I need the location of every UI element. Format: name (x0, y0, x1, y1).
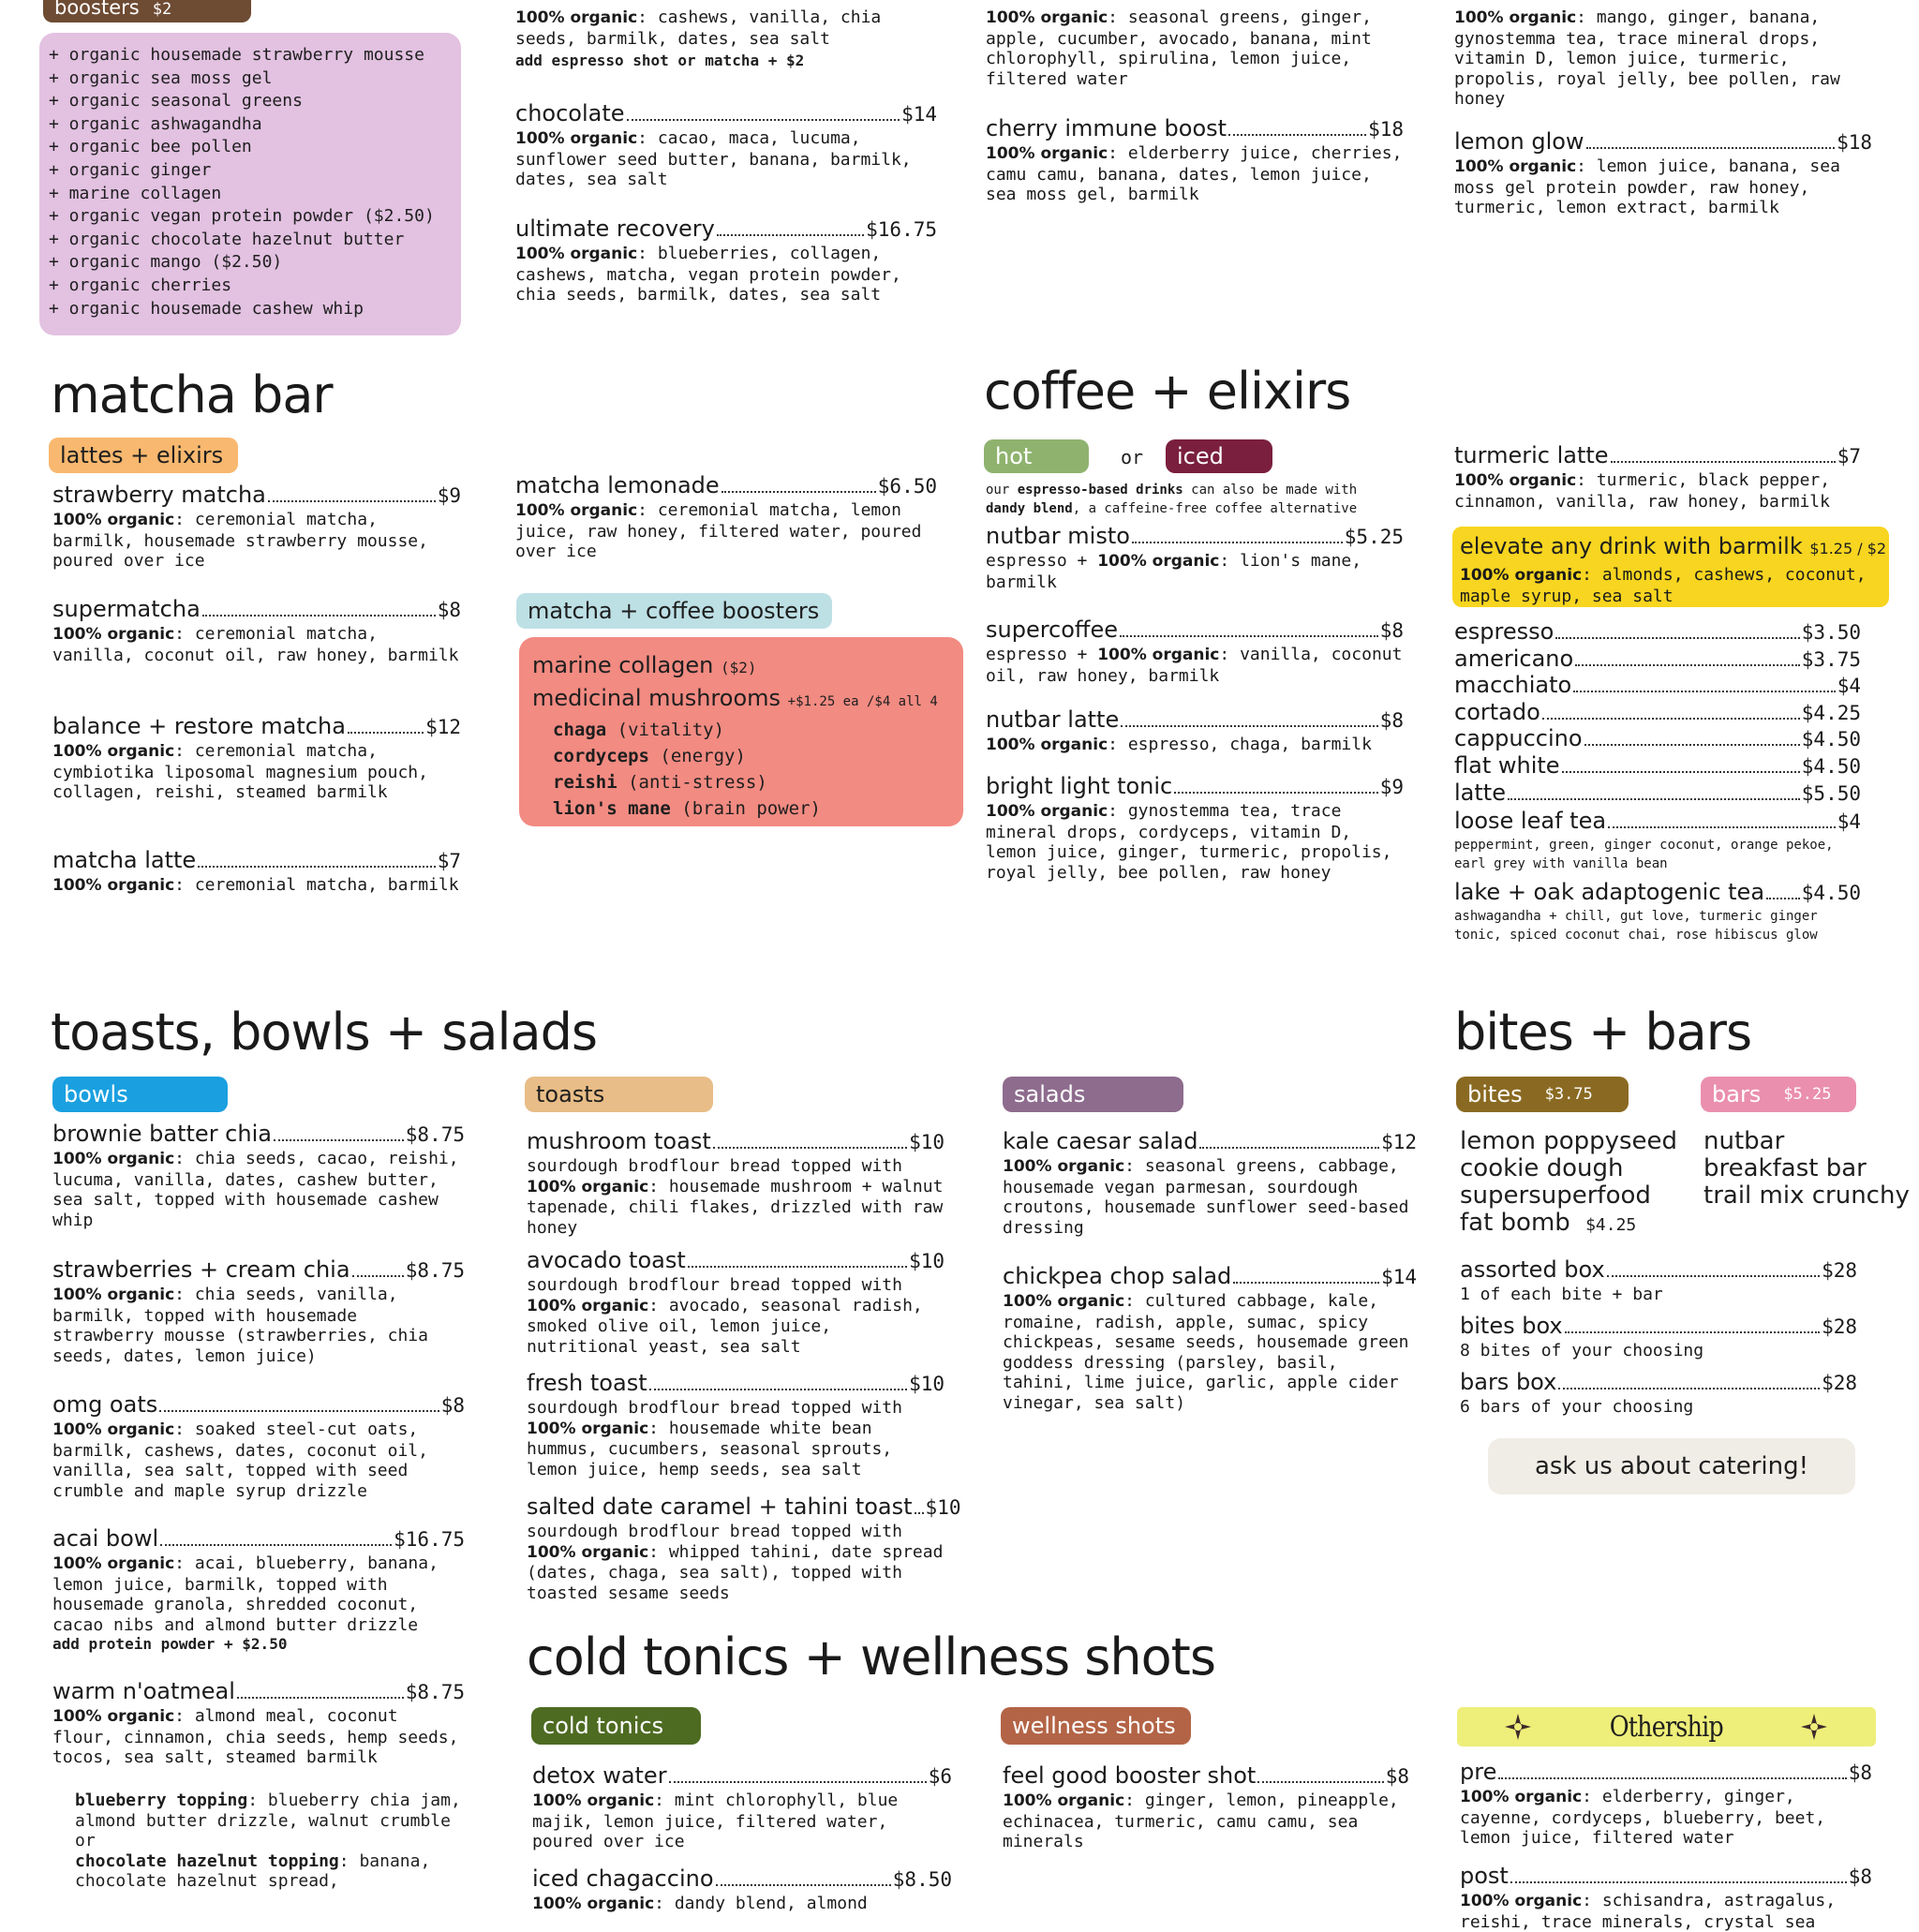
toast-2-price: $10 (909, 1373, 945, 1395)
box-2-name: bars box (1460, 1369, 1557, 1395)
green-item (986, 7, 1389, 89)
lemon-item (1454, 127, 1872, 218)
lattes-tag-label: lattes + elixirs (60, 442, 224, 468)
tonic-1-item (532, 1865, 952, 1915)
tonic-0-item (532, 1761, 952, 1852)
booster-item: + organic ginger (49, 159, 212, 180)
bowl-2-desc: 100% organic: soaked steel-cut oats, barmilk, cashews, dates, coconut oil, vanilla, sea salt, topped with seed crumble and maple syrup drizzle (52, 1419, 428, 1501)
matcha-0-item (52, 481, 461, 572)
wellness-shots-label: wellness shots (1012, 1713, 1176, 1739)
coffee-list-item (1454, 617, 1861, 646)
lemon-price: $18 (1837, 131, 1872, 154)
bite-list (1460, 1128, 1677, 1210)
salad-1-price: $14 (1381, 1266, 1417, 1288)
vanilla-desc: 100% organic: cashews, vanilla, chia seeds, barmilk, dates, sea salt (515, 7, 882, 49)
booster-item: + organic chocolate hazelnut butter (49, 229, 405, 249)
coffee-2-item (986, 706, 1404, 756)
boosters-coffee-label: matcha + coffee boosters (528, 598, 820, 624)
othership-1-price: $8 (1848, 1865, 1872, 1888)
coffee-list-name: latte (1454, 779, 1506, 806)
matcha-1-name: supermatcha (52, 596, 201, 622)
coffee-1-desc: espresso + 100% organic: vanilla, coconut oil, raw honey, barmilk (986, 645, 1403, 686)
iced-label: iced (1177, 443, 1224, 469)
matcha-3-price: $7 (437, 850, 461, 872)
salad-0-item (1003, 1127, 1417, 1238)
bowl-3-item (52, 1524, 465, 1653)
bowl-0-desc: 100% organic: chia seeds, cacao, reishi, lucuma, vanilla, dates, cashew butter, sea salt, topped with housemade cashew whip (52, 1149, 459, 1230)
othership-star-right-icon (1800, 1713, 1828, 1741)
toasts-label: toasts (536, 1081, 605, 1107)
coffee-list-price: $3.75 (1801, 647, 1861, 671)
loose-tea-desc: peppermint, green, ginger coconut, orange pekoe, earl grey with vanilla bean (1454, 838, 1834, 871)
matcha-lemonade-name: matcha lemonade (515, 472, 720, 498)
matcha-0-name: strawberry matcha (52, 482, 266, 508)
box-1-desc: 8 bites of your choosing (1460, 1341, 1704, 1360)
toast-3-price: $10 (925, 1496, 961, 1519)
boosters-tag (43, 0, 251, 22)
coffee-0-desc: espresso + 100% organic: lion's mane, barmilk (986, 551, 1362, 592)
bowl-3-name: acai bowl (52, 1525, 159, 1552)
coffee-2-name: nutbar latte (986, 706, 1120, 733)
wellness-shots-tag (1001, 1707, 1191, 1745)
vitamin-desc: 100% organic: mango, ginger, banana, gynostemma tea, trace mineral drops, vitamin D, lemon juice, turmeric, propolis, royal jelly, bee pollen, raw honey (1454, 7, 1840, 109)
chocolate-item (515, 99, 937, 190)
coffee-3-item (986, 772, 1404, 883)
othership-star-left-icon (1504, 1713, 1532, 1741)
box-1-price: $28 (1822, 1315, 1857, 1338)
lake-oak-price: $4.50 (1801, 882, 1861, 904)
bites-tag (1456, 1077, 1629, 1112)
shot-0-desc: 100% organic: ginger, lemon, pineapple, echinacea, turmeric, camu camu, sea minerals (1003, 1791, 1399, 1851)
coffee-list-price: $4.50 (1801, 728, 1861, 751)
coffee-list-name: flat white (1454, 752, 1560, 779)
bowl-0-name: brownie batter chia (52, 1121, 272, 1147)
bowl-4-name: warm n'oatmeal (52, 1678, 235, 1704)
bowl-2-name: omg oats (52, 1391, 158, 1418)
matcha-lemonade-price: $6.50 (877, 475, 937, 498)
booster-item: + organic mango ($2.50) (49, 252, 283, 273)
box-0-name: assorted box (1460, 1256, 1605, 1283)
medicinal-mushrooms-line: medicinal mushrooms +$1.25 ea /$4 all 4 (532, 685, 938, 711)
coffee-list-item (1454, 645, 1861, 674)
hot-tag (984, 439, 1089, 473)
coffee-list-name: cappuccino (1454, 725, 1583, 752)
salad-1-item (1003, 1262, 1417, 1413)
coffee-1-item (986, 616, 1404, 686)
coffee-list-item (1454, 698, 1861, 727)
toast-3-item (527, 1493, 961, 1603)
tonic-0-desc: 100% organic: mint chlorophyll, blue majik, lemon juice, filtered water, poured over ice (532, 1791, 899, 1851)
bowls-tag (52, 1077, 228, 1112)
salad-0-name: kale caesar salad (1003, 1128, 1198, 1154)
booster-item: + organic vegan protein powder ($2.50) (49, 206, 435, 227)
toast-1-price: $10 (909, 1250, 945, 1272)
bowl-1-item (52, 1256, 465, 1366)
turmeric-item (1454, 441, 1861, 512)
matcha-3-desc: 100% organic: ceremonial matcha, barmilk (52, 875, 459, 895)
bites-price: $3.75 (1544, 1085, 1593, 1104)
box-2-price: $28 (1822, 1372, 1857, 1394)
tonic-1-price: $8.50 (892, 1868, 952, 1891)
lemon-name: lemon glow (1454, 128, 1584, 155)
vitamin-item (1454, 7, 1876, 110)
boosters-list (49, 44, 452, 320)
lattes-tag (49, 438, 238, 473)
bowl-0-item (52, 1120, 465, 1230)
box-2-item (1460, 1368, 1857, 1418)
bowl-2-item (52, 1390, 465, 1501)
coffee-1-name: supercoffee (986, 617, 1118, 643)
matcha-1-item (52, 595, 461, 665)
box-0-item (1460, 1256, 1857, 1305)
matcha-1-desc: 100% organic: ceremonial matcha, vanilla, coconut oil, raw honey, barmilk (52, 624, 459, 665)
turmeric-name: turmeric latte (1454, 442, 1609, 468)
coffee-list-item (1454, 779, 1861, 808)
matcha-3-name: matcha latte (52, 847, 197, 873)
turmeric-price: $7 (1837, 445, 1861, 468)
bowl-4-price: $8.75 (405, 1681, 465, 1703)
salads-label: salads (1014, 1081, 1086, 1107)
othership-0-item (1460, 1758, 1872, 1849)
toast-3-desc: sourdough brodflour bread topped with 100% organic: whipped tahini, date spread (dates, chaga, sea salt), topped with toasted sesame seeds (527, 1522, 944, 1603)
coffee-list-price: $3.50 (1801, 621, 1861, 644)
matcha-2-price: $12 (425, 716, 461, 738)
chocolate-price: $14 (901, 103, 937, 126)
booster-item: + organic bee pollen (49, 137, 252, 157)
bowl-3-price: $16.75 (394, 1528, 465, 1551)
lake-oak-item (1454, 878, 1861, 944)
bowls-label: bowls (64, 1081, 128, 1107)
shot-0-name: feel good booster shot (1003, 1762, 1257, 1789)
salads-tag (1003, 1077, 1183, 1112)
lake-oak-name: lake + oak adaptogenic tea (1454, 879, 1765, 905)
coffee-list-name: americano (1454, 645, 1574, 672)
matcha-0-desc: 100% organic: ceremonial matcha, barmilk, housemade strawberry mousse, poured over ice (52, 510, 428, 571)
loose-tea-name: loose leaf tea (1454, 808, 1607, 834)
iced-tag (1166, 439, 1272, 473)
cold-title: cold tonics + wellness shots (527, 1627, 1215, 1687)
toast-0-desc: sourdough brodflour bread topped with 100% organic: housemade mushroom + walnut tapenade, chili flakes, drizzled with raw honey (527, 1156, 944, 1238)
bite-name: lemon poppyseed (1460, 1127, 1678, 1155)
bars-tag (1701, 1077, 1856, 1112)
box-0-price: $28 (1822, 1259, 1857, 1282)
matcha-2-name: balance + restore matcha (52, 713, 346, 739)
cherry-name: cherry immune boost (986, 115, 1227, 141)
matcha-lemonade-item (515, 471, 937, 562)
marine-collagen-line: marine collagen ($2) (532, 652, 757, 678)
espresso-note: our espresso-based drinks can also be made with dandy blend, a caffeine-free coffee alternative (986, 483, 1358, 516)
lemon-desc: 100% organic: lemon juice, banana, sea moss gel protein powder, raw honey, turmeric, lemon extract, barmilk (1454, 156, 1840, 217)
bar-name: breakfast bar (1703, 1154, 1867, 1182)
othership-1-name: post (1460, 1863, 1509, 1889)
booster-item: + organic housemade cashew whip (49, 298, 364, 319)
tonic-1-name: iced chagaccino (532, 1865, 714, 1892)
boosters-price: $2 (152, 0, 172, 19)
bars-price: $5.25 (1783, 1085, 1832, 1104)
bowl-2-price: $8 (440, 1394, 465, 1417)
booster-item: + organic housemade strawberry mousse (49, 45, 424, 65)
othership-label: Othership (1609, 1710, 1724, 1744)
toast-0-price: $10 (909, 1131, 945, 1153)
loose-tea-price: $4 (1837, 810, 1861, 833)
shot-0-item (1003, 1761, 1409, 1852)
othership-1-item (1460, 1862, 1872, 1932)
coffee-0-item (986, 522, 1404, 592)
booster-item: + organic ashwagandha (49, 113, 262, 134)
loose-tea-item (1454, 807, 1861, 873)
coffee-3-price: $9 (1379, 776, 1404, 798)
box-1-item (1460, 1312, 1857, 1361)
bowl-1-name: strawberries + cream chia (52, 1256, 350, 1283)
coffee-list-price: $4 (1837, 675, 1861, 698)
matcha-3-item (52, 846, 461, 897)
ultimate-price: $16.75 (866, 218, 937, 241)
hot-label: hot (995, 443, 1033, 469)
toast-1-item (527, 1246, 945, 1357)
bowl-4-desc: 100% organic: almond meal, coconut flour, cinnamon, chia seeds, hemp seeds, tocos, sea salt, steamed barmilk (52, 1706, 459, 1767)
bar-name: trail mix crunchy (1703, 1181, 1910, 1210)
toast-1-name: avocado toast (527, 1247, 686, 1273)
bites-title: bites + bars (1454, 1003, 1752, 1062)
coffee-1-price: $8 (1379, 619, 1404, 642)
booster-item: + marine collagen (49, 183, 222, 203)
ultimate-desc: 100% organic: blueberries, collagen, cashews, matcha, vegan protein powder, chia seeds, barmilk, dates, sea salt (515, 244, 901, 305)
toast-0-name: mushroom toast (527, 1128, 711, 1154)
othership-banner (1457, 1707, 1876, 1746)
coffee-0-price: $5.25 (1344, 526, 1404, 548)
bowl-4-item (52, 1677, 465, 1768)
tonic-0-price: $6 (928, 1765, 952, 1788)
othership-1-desc: 100% organic: schisandra, astragalus, reishi, trace minerals, crystal sea (1460, 1891, 1837, 1932)
mushroom-item: lion's mane (brain power) (553, 798, 821, 819)
salad-1-name: chickpea chop salad (1003, 1263, 1232, 1289)
bowl-1-price: $8.75 (405, 1259, 465, 1282)
cherry-price: $18 (1368, 118, 1404, 141)
othership-0-name: pre (1460, 1759, 1497, 1785)
ultimate-item (515, 215, 937, 305)
box-2-desc: 6 bars of your choosing (1460, 1397, 1694, 1417)
cherry-desc: 100% organic: elderberry juice, cherries, camu camu, banana, dates, lemon juice, sea moss gel, barmilk (986, 143, 1403, 204)
turmeric-desc: 100% organic: turmeric, black pepper, cinnamon, vanilla, raw honey, barmilk (1454, 470, 1831, 512)
elevate-line: elevate any drink with barmilk $1.25 / $2 (1460, 533, 1887, 559)
bowl-3-desc: 100% organic: acai, blueberry, banana, lemon juice, barmilk, topped with housemade granola, shredded coconut, cacao nibs and almond butter drizzle (52, 1553, 439, 1635)
boosters-box (39, 33, 461, 335)
matcha-bar-title: matcha bar (51, 365, 333, 424)
toast-1-desc: sourdough brodflour bread topped with 100% organic: avocado, seasonal radish, smoked olive oil, lemon juice, nutritional yeast, sea salt (527, 1275, 923, 1357)
tonic-1-desc: 100% organic: dandy blend, almond (532, 1894, 868, 1913)
salad-0-price: $12 (1381, 1131, 1417, 1153)
matcha-lemonade-desc: 100% organic: ceremonial matcha, lemon juice, raw honey, filtered water, poured over ice (515, 500, 922, 561)
tonic-0-name: detox water (532, 1762, 667, 1789)
bowl-0-price: $8.75 (405, 1123, 465, 1146)
bar-list (1703, 1128, 1910, 1210)
coffee-2-price: $8 (1379, 709, 1404, 732)
matcha-0-price: $9 (437, 484, 461, 507)
othership-0-desc: 100% organic: elderberry, ginger, cayenne, cordyceps, blueberry, beet, lemon juice, filtered water (1460, 1787, 1826, 1848)
toasts-tag (525, 1077, 713, 1112)
booster-item: + organic sea moss gel (49, 67, 273, 88)
coffee-list-name: espresso (1454, 618, 1555, 645)
coffee-0-name: nutbar misto (986, 523, 1130, 549)
coffee-list-item (1454, 751, 1861, 780)
catering-button[interactable] (1488, 1438, 1855, 1494)
or-label: or (1121, 446, 1144, 468)
chocolate-desc: 100% organic: cacao, maca, lucuma, sunflower seed butter, banana, barmilk, dates, sea salt (515, 128, 912, 189)
cold-tonics-label: cold tonics (543, 1713, 664, 1739)
box-1-name: bites box (1460, 1313, 1563, 1339)
bite-name: supersuperfood (1460, 1181, 1651, 1210)
coffee-list-price: $4.25 (1801, 701, 1861, 724)
shot-0-price: $8 (1385, 1765, 1409, 1788)
toast-2-name: fresh toast (527, 1370, 647, 1396)
lake-oak-desc: ashwagandha + chill, gut love, turmeric ginger tonic, spiced coconut chai, rose hibiscus glow (1454, 909, 1818, 943)
matcha-2-desc: 100% organic: ceremonial matcha, cymbiotika liposomal magnesium pouch, collagen, reishi, steamed barmilk (52, 741, 428, 802)
ultimate-name: ultimate recovery (515, 215, 715, 242)
green-desc: 100% organic: seasonal greens, ginger, apple, cucumber, avocado, banana, mint chlorophyll, spirulina, lemon juice, filtered water (986, 7, 1372, 89)
toast-0-item (527, 1127, 945, 1238)
toast-2-item (527, 1369, 945, 1479)
vanilla-addon: add espresso shot or matcha + $2 (515, 52, 805, 69)
box-0-desc: 1 of each bite + bar (1460, 1285, 1663, 1304)
coffee-2-desc: 100% organic: espresso, chaga, barmilk (986, 735, 1372, 754)
bites-label: bites (1467, 1081, 1523, 1107)
bowl-1-desc: 100% organic: chia seeds, vanilla, barmilk, topped with housemade strawberry mousse (strawberries, chia seeds, dates, lemon juice) (52, 1285, 428, 1366)
mushroom-item: chaga (vitality) (553, 720, 725, 740)
salad-1-desc: 100% organic: cultured cabbage, kale, romaine, radish, apple, sumac, spicy chickpeas, sesame seeds, housemade green goddess dressing (parsley, basil, tahini, lime juice, garlic, apple cider vinegar, sea salt) (1003, 1291, 1409, 1413)
toast-3-name: salted date caramel + tahini toast (527, 1494, 913, 1520)
bars-label: bars (1712, 1081, 1762, 1107)
coffee-list-item (1454, 724, 1861, 753)
bowl-3-addon: add protein powder + $2.50 (52, 1635, 288, 1653)
coffee-list-item (1454, 671, 1861, 700)
elevate-box (1452, 527, 1889, 607)
cold-tonics-tag (531, 1707, 701, 1745)
cherry-item (986, 114, 1404, 205)
oatmeal-toppings: blueberry topping: blueberry chia jam, almond butter drizzle, walnut crumble or chocolate hazelnut topping: banana, chocolate hazelnut spread, (75, 1791, 461, 1891)
fat-bomb: fat bomb $4.25 (1460, 1209, 1637, 1237)
catering-label: ask us about catering! (1534, 1452, 1809, 1480)
coffee-title: coffee + elixirs (984, 362, 1351, 421)
elevate-desc: 100% organic: almonds, cashews, coconut, maple syrup, sea salt (1460, 565, 1867, 606)
booster-item: + organic seasonal greens (49, 91, 303, 111)
mushroom-box (519, 637, 963, 826)
coffee-3-name: bright light tonic (986, 773, 1173, 799)
booster-item: + organic cherries (49, 275, 232, 295)
boosters-label: boosters (54, 0, 140, 19)
matcha-1-price: $8 (437, 599, 461, 621)
salad-0-desc: 100% organic: seasonal greens, cabbage, housemade vegan parmesan, sourdough croutons, housemade sunflower seed-based dressing (1003, 1156, 1409, 1238)
coffee-list-price: $5.50 (1801, 781, 1861, 805)
matcha-2-item (52, 712, 461, 803)
coffee-list-price: $4.50 (1801, 755, 1861, 778)
mushroom-item: cordyceps (energy) (553, 746, 746, 766)
othership-0-price: $8 (1848, 1761, 1872, 1784)
bite-name: cookie dough (1460, 1154, 1624, 1182)
toasts-title: toasts, bowls + salads (51, 1003, 597, 1062)
mushroom-item: reishi (anti-stress) (553, 772, 767, 793)
mushroom-list (532, 717, 950, 822)
toast-2-desc: sourdough brodflour bread topped with 100% organic: housemade white bean hummus, cucumbers, seasonal sprouts, lemon juice, hemp seeds, sea salt (527, 1398, 902, 1479)
coffee-list-name: cortado (1454, 698, 1540, 725)
coffee-list-name: macchiato (1454, 672, 1572, 699)
bar-name: nutbar (1703, 1127, 1785, 1155)
coffee-3-desc: 100% organic: gynostemma tea, trace mineral drops, cordyceps, vitamin D, lemon juice, ginger, turmeric, propolis, royal jelly, bee pollen, raw honey (986, 801, 1392, 883)
vanilla-item (515, 7, 918, 69)
chocolate-name: chocolate (515, 100, 625, 126)
boosters-coffee-tag (516, 593, 832, 629)
